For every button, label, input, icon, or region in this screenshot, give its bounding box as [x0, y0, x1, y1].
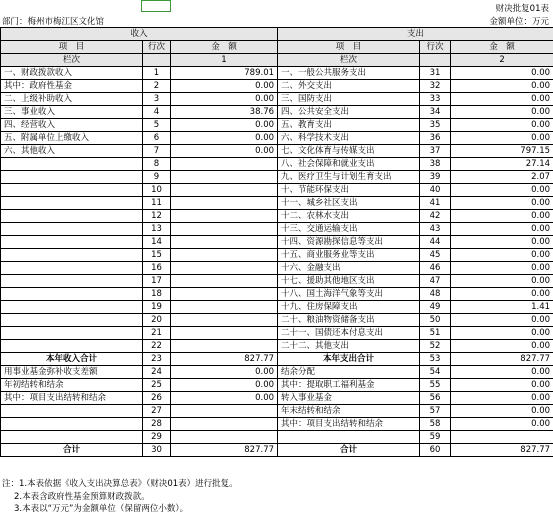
expense-item: 十、节能环保支出: [278, 184, 420, 197]
expense-amount: 2.07: [451, 171, 553, 184]
income-amount: [171, 184, 278, 197]
income-seq-blank: [143, 54, 171, 67]
income-row-no: 30: [143, 444, 171, 457]
expense-item-col: 项 目: [278, 41, 420, 54]
income-item: [1, 171, 143, 184]
table-row: [1, 67, 553, 80]
income-item: 一、财政拨款收入: [1, 67, 143, 80]
expense-amount: 0.00: [451, 418, 553, 431]
table-row: [1, 366, 553, 379]
expense-amount: 0.00: [451, 132, 553, 145]
income-amount: [171, 223, 278, 236]
expense-amount: 0.00: [451, 288, 553, 301]
table-row: [1, 444, 553, 457]
expense-item: 十一、城乡社区支出: [278, 197, 420, 210]
expense-amount: 0.00: [451, 80, 553, 93]
income-amount: [171, 210, 278, 223]
table-row: [1, 288, 553, 301]
income-row-no: 26: [143, 392, 171, 405]
expense-item: 十六、金融支出: [278, 262, 420, 275]
note-2: 2.本表含政府性基金预算财政拨款。: [14, 491, 150, 502]
table-row: [1, 158, 553, 171]
table-row: [1, 145, 553, 158]
income-item: [1, 197, 143, 210]
income-item: [1, 262, 143, 275]
expense-row-no: 58: [420, 418, 451, 431]
table-row: [1, 184, 553, 197]
expense-row-no: 51: [420, 327, 451, 340]
income-amount: [171, 262, 278, 275]
expense-row-no: 55: [420, 379, 451, 392]
income-row-no: 20: [143, 314, 171, 327]
table-row: [1, 80, 553, 93]
note-3: 3.本表以“万元”为金额单位（保留两位小数）。: [14, 504, 189, 514]
expense-amount: 0.00: [451, 275, 553, 288]
expense-amount: 0.00: [451, 184, 553, 197]
income-row-no: 22: [143, 340, 171, 353]
expense-row-no: 33: [420, 93, 451, 106]
expense-amount: 797.15: [451, 145, 553, 158]
expense-amount: 0.00: [451, 340, 553, 353]
expense-amount: 0.00: [451, 223, 553, 236]
income-item: [1, 184, 143, 197]
expense-item: 三、国防支出: [278, 93, 420, 106]
table-row: [1, 223, 553, 236]
income-item: [1, 301, 143, 314]
income-amount-col: 金 额: [171, 41, 278, 54]
expense-item: 四、公共安全支出: [278, 106, 420, 119]
expense-row-no: 56: [420, 392, 451, 405]
expense-amount: 0.00: [451, 379, 553, 392]
income-item: 五、附属单位上缴收入: [1, 132, 143, 145]
income-seq-label: 栏次: [1, 54, 143, 67]
expense-amount: 0.00: [451, 67, 553, 80]
table-row: [1, 249, 553, 262]
income-amount: [171, 327, 278, 340]
income-row-no: 16: [143, 262, 171, 275]
expense-item: 二十一、国债还本付息支出: [278, 327, 420, 340]
income-amount: [171, 405, 278, 418]
income-row-no: 7: [143, 145, 171, 158]
income-row-no: 9: [143, 171, 171, 184]
income-row-no: 27: [143, 405, 171, 418]
income-amount: [171, 249, 278, 262]
income-amount: 827.77: [171, 353, 278, 366]
income-amount: [171, 340, 278, 353]
expense-item: 年末结转和结余: [278, 405, 420, 418]
income-amount: 789.01: [171, 67, 278, 80]
income-item: [1, 249, 143, 262]
income-row-no: 3: [143, 93, 171, 106]
income-row-no: 1: [143, 67, 171, 80]
income-item: 三、事业收入: [1, 106, 143, 119]
expense-item: 十七、援助其他地区支出: [278, 275, 420, 288]
table-row: [1, 392, 553, 405]
form-code: 财决批复01表: [495, 4, 549, 14]
income-amount: 0.00: [171, 145, 278, 158]
expense-row-no: 37: [420, 145, 451, 158]
expense-amount: 1.41: [451, 301, 553, 314]
expense-row-no: 49: [420, 301, 451, 314]
income-row-no: 23: [143, 353, 171, 366]
expense-row-no: 60: [420, 444, 451, 457]
table-row: [1, 327, 553, 340]
expense-item: 一、一般公共服务支出: [278, 67, 420, 80]
expense-item: 本年支出合计: [278, 353, 420, 366]
income-amount: 38.76: [171, 106, 278, 119]
income-amount: 0.00: [171, 392, 278, 405]
expense-row-no: 32: [420, 80, 451, 93]
expense-item: 五、教育支出: [278, 119, 420, 132]
income-item: [1, 405, 143, 418]
expense-row-no: 48: [420, 288, 451, 301]
expense-amount: 827.77: [451, 353, 553, 366]
income-amount: [171, 314, 278, 327]
expense-item: 六、科学技术支出: [278, 132, 420, 145]
expense-row-no: 39: [420, 171, 451, 184]
income-row-no: 25: [143, 379, 171, 392]
expense-row-no: 54: [420, 366, 451, 379]
expense-amount: 0.00: [451, 106, 553, 119]
table-row: [1, 301, 553, 314]
income-amount: 0.00: [171, 132, 278, 145]
income-item: [1, 275, 143, 288]
table-row: [1, 171, 553, 184]
expense-amount: 0.00: [451, 210, 553, 223]
expense-row-no: 45: [420, 249, 451, 262]
expense-item: 九、医疗卫生与计划生育支出: [278, 171, 420, 184]
expense-row-no: 40: [420, 184, 451, 197]
expense-seq-label: 栏次: [278, 54, 420, 67]
expense-item: 结余分配: [278, 366, 420, 379]
expense-row-col: 行次: [420, 41, 451, 54]
expense-item: 十八、国土海洋气象等支出: [278, 288, 420, 301]
expense-item: 十五、商业服务业等支出: [278, 249, 420, 262]
expense-seq-blank: [420, 54, 451, 67]
table-row: [1, 314, 553, 327]
income-col-number: 1: [171, 54, 278, 67]
expense-amount: 0.00: [451, 119, 553, 132]
table-row: [1, 418, 553, 431]
expense-amount: 0.00: [451, 236, 553, 249]
expense-item: 十二、农林水支出: [278, 210, 420, 223]
income-item: [1, 158, 143, 171]
expense-amount: 0.00: [451, 262, 553, 275]
income-row-no: 19: [143, 301, 171, 314]
income-row-no: 29: [143, 431, 171, 444]
expense-row-no: 47: [420, 275, 451, 288]
income-row-no: 10: [143, 184, 171, 197]
income-row-no: 11: [143, 197, 171, 210]
expense-row-no: 41: [420, 197, 451, 210]
expense-amount: 0.00: [451, 197, 553, 210]
table-row: [1, 210, 553, 223]
expense-col-number: 2: [451, 54, 553, 67]
income-row-no: 15: [143, 249, 171, 262]
income-row-no: 2: [143, 80, 171, 93]
income-expense-table: [0, 27, 553, 457]
expense-row-no: 34: [420, 106, 451, 119]
expense-amount: [451, 431, 553, 444]
income-amount: [171, 171, 278, 184]
income-amount: [171, 418, 278, 431]
table-row: [1, 275, 553, 288]
income-amount: 827.77: [171, 444, 278, 457]
expense-item: 八、社会保障和就业支出: [278, 158, 420, 171]
income-item: [1, 431, 143, 444]
table-row: [1, 340, 553, 353]
footnotes: [0, 478, 553, 516]
income-item: 其中：政府性基金: [1, 80, 143, 93]
expense-item: 二十、粮油物资储备支出: [278, 314, 420, 327]
expense-header: 支出: [278, 28, 553, 41]
expense-item: 二十二、其他支出: [278, 340, 420, 353]
selected-cell[interactable]: [141, 0, 171, 12]
table-row: [1, 119, 553, 132]
expense-item: 七、文化体育与传媒支出: [278, 145, 420, 158]
income-row-no: 18: [143, 288, 171, 301]
unit-label: 金额单位：万元: [489, 17, 549, 27]
income-amount: [171, 275, 278, 288]
income-item: 二、上级补助收入: [1, 93, 143, 106]
income-item: [1, 327, 143, 340]
expense-item: [278, 431, 420, 444]
expense-amount: 0.00: [451, 392, 553, 405]
expense-row-no: 36: [420, 132, 451, 145]
expense-amount: 827.77: [451, 444, 553, 457]
expense-row-no: 43: [420, 223, 451, 236]
table-row: [1, 262, 553, 275]
expense-amount: 0.00: [451, 327, 553, 340]
income-item: 年初结转和结余: [1, 379, 143, 392]
expense-row-no: 42: [420, 210, 451, 223]
department-label: 部门：梅州市梅江区文化馆: [2, 17, 105, 27]
note-1: 注：1.本表依据《收入支出决算总表》（财决01表）进行批复。: [2, 479, 238, 489]
income-amount: 0.00: [171, 366, 278, 379]
expense-item: 二、外交支出: [278, 80, 420, 93]
income-item: [1, 340, 143, 353]
income-item: [1, 288, 143, 301]
income-item: [1, 418, 143, 431]
expense-amount-col: 金 额: [451, 41, 553, 54]
expense-item: 十四、资源勘探信息等支出: [278, 236, 420, 249]
income-header: 收入: [1, 28, 278, 41]
expense-row-no: 53: [420, 353, 451, 366]
expense-amount: 0.00: [451, 314, 553, 327]
income-item: 本年收入合计: [1, 353, 143, 366]
table-row: [1, 431, 553, 444]
table-row: [1, 379, 553, 392]
income-item: [1, 314, 143, 327]
income-row-no: 13: [143, 223, 171, 236]
expense-item: 合计: [278, 444, 420, 457]
income-item: [1, 236, 143, 249]
expense-row-no: 35: [420, 119, 451, 132]
expense-row-no: 44: [420, 236, 451, 249]
expense-amount: 27.14: [451, 158, 553, 171]
income-amount: 0.00: [171, 93, 278, 106]
table-row: [1, 132, 553, 145]
expense-row-no: 31: [420, 67, 451, 80]
income-amount: [171, 301, 278, 314]
income-row-no: 6: [143, 132, 171, 145]
income-row-col: 行次: [143, 41, 171, 54]
expense-item: 其中：提取职工福利基金: [278, 379, 420, 392]
income-row-no: 5: [143, 119, 171, 132]
table-row: [1, 405, 553, 418]
income-amount: 0.00: [171, 379, 278, 392]
expense-item: 十九、住房保障支出: [278, 301, 420, 314]
income-row-no: 17: [143, 275, 171, 288]
income-row-no: 24: [143, 366, 171, 379]
income-amount: 0.00: [171, 80, 278, 93]
expense-amount: 0.00: [451, 405, 553, 418]
expense-item: 转入事业基金: [278, 392, 420, 405]
table-row: [1, 93, 553, 106]
expense-item: 其中：项目支出结转和结余: [278, 418, 420, 431]
income-amount: 0.00: [171, 119, 278, 132]
expense-row-no: 38: [420, 158, 451, 171]
income-item-col: 项 目: [1, 41, 143, 54]
expense-row-no: 46: [420, 262, 451, 275]
expense-item: 十三、交通运输支出: [278, 223, 420, 236]
income-item: 合计: [1, 444, 143, 457]
income-amount: [171, 197, 278, 210]
income-row-no: 8: [143, 158, 171, 171]
expense-amount: 0.00: [451, 249, 553, 262]
income-row-no: 28: [143, 418, 171, 431]
income-row-no: 12: [143, 210, 171, 223]
income-item: 用事业基金弥补收支差额: [1, 366, 143, 379]
income-amount: [171, 236, 278, 249]
income-item: [1, 210, 143, 223]
expense-amount: 0.00: [451, 93, 553, 106]
table-row: [1, 197, 553, 210]
expense-row-no: 50: [420, 314, 451, 327]
income-row-no: 4: [143, 106, 171, 119]
income-item: 六、其他收入: [1, 145, 143, 158]
expense-row-no: 57: [420, 405, 451, 418]
table-row: [1, 236, 553, 249]
income-amount: [171, 431, 278, 444]
table-row: [1, 106, 553, 119]
table-row: [1, 353, 553, 366]
income-row-no: 14: [143, 236, 171, 249]
income-amount: [171, 288, 278, 301]
income-item: 四、经营收入: [1, 119, 143, 132]
income-amount: [171, 158, 278, 171]
income-row-no: 21: [143, 327, 171, 340]
sheet-top: [0, 0, 553, 27]
income-item: [1, 223, 143, 236]
income-item: 其中：项目支出结转和结余: [1, 392, 143, 405]
expense-amount: 0.00: [451, 366, 553, 379]
expense-row-no: 59: [420, 431, 451, 444]
expense-row-no: 52: [420, 340, 451, 353]
